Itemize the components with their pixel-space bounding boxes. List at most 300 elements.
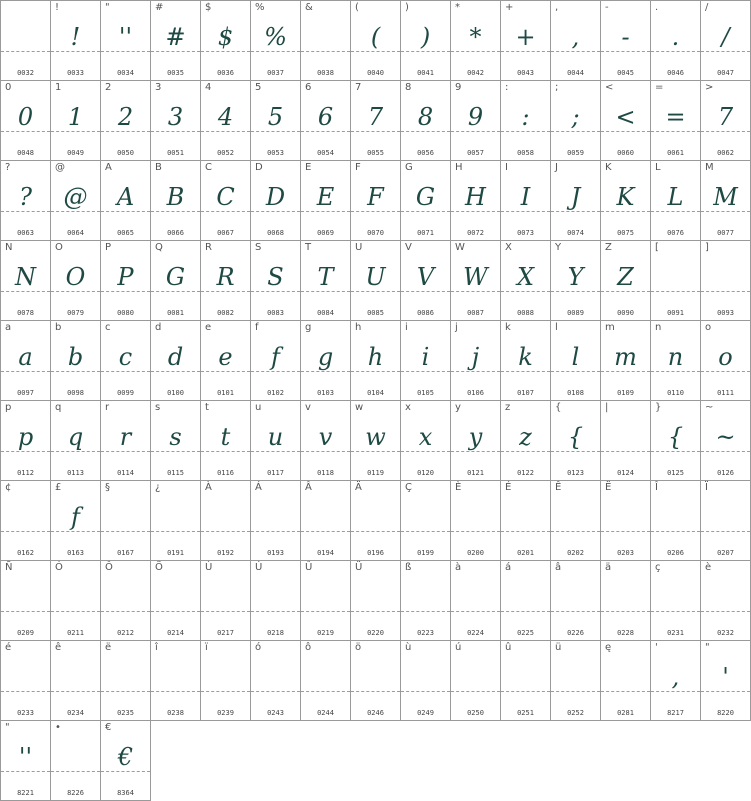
glyph-cell [200, 560, 251, 641]
glyph-label: l [555, 322, 558, 333]
glyph-code: 0063 [17, 229, 34, 237]
glyph-label: Ô [105, 562, 113, 573]
glyph-cell [550, 480, 601, 561]
glyph-sample [651, 577, 700, 617]
glyph-cell [400, 240, 451, 321]
glyph-code: 0116 [217, 469, 234, 477]
glyph-cell [200, 400, 251, 481]
glyph-code: 0104 [367, 389, 384, 397]
glyph-cell [300, 80, 351, 161]
glyph-cell [250, 640, 301, 721]
glyph-cell [400, 320, 451, 401]
glyph-sample [501, 577, 550, 617]
glyph-label: a [5, 322, 12, 333]
glyph-cell [500, 640, 551, 721]
glyph-sample: , [571, 23, 580, 51]
glyph-label: d [155, 322, 162, 333]
glyph-cell [300, 320, 351, 401]
glyph-sample [1, 657, 50, 697]
glyph-code: 0040 [367, 69, 384, 77]
glyph-code: 0112 [17, 469, 34, 477]
glyph-sample [1, 497, 50, 537]
glyph-cell [100, 640, 151, 721]
glyph-code: 0044 [567, 69, 584, 77]
glyph-cell [450, 240, 501, 321]
glyph-sample: 9 [467, 103, 484, 131]
glyph-sample [201, 657, 250, 697]
glyph-cell [100, 80, 151, 161]
glyph-sample [51, 577, 100, 617]
glyph-sample [501, 497, 550, 537]
glyph-cell [700, 160, 751, 241]
glyph-sample: 4 [217, 103, 234, 131]
glyph-cell [550, 400, 601, 481]
glyph-label: 1 [55, 82, 62, 93]
glyph-cell [600, 240, 651, 321]
glyph-code: 0115 [167, 469, 184, 477]
glyph-code: 0246 [367, 709, 384, 717]
glyph-sample: { [567, 423, 584, 451]
glyph-cell [300, 0, 351, 81]
glyph-code: 0084 [317, 309, 334, 317]
glyph-label: ç [655, 562, 661, 573]
glyph-code: 0194 [317, 549, 334, 557]
glyph-label: R [205, 242, 212, 253]
glyph-label: " [5, 722, 10, 733]
glyph-code: 0209 [17, 629, 34, 637]
glyph-cell [150, 160, 201, 241]
glyph-sample: '' [118, 23, 133, 51]
glyph-label: ] [705, 242, 709, 253]
glyph-code: 0233 [17, 709, 34, 717]
glyph-code: 0114 [117, 469, 134, 477]
glyph-cell [250, 240, 301, 321]
glyph-cell [0, 400, 51, 481]
glyph-sample: X [516, 263, 535, 291]
glyph-cell [350, 320, 401, 401]
glyph-label: x [405, 402, 411, 413]
glyph-cell [50, 80, 101, 161]
glyph-cell [500, 400, 551, 481]
glyph-cell [350, 240, 401, 321]
glyph-sample: G [415, 183, 436, 211]
glyph-sample [451, 497, 500, 537]
glyph-label: ô [305, 642, 312, 653]
glyph-code: 0079 [67, 309, 84, 317]
glyph-cell [250, 80, 301, 161]
glyph-sample: k [518, 343, 533, 371]
glyph-code: 0102 [267, 389, 284, 397]
glyph-label: T [305, 242, 312, 253]
glyph-code: 0113 [67, 469, 84, 477]
glyph-cell [250, 160, 301, 241]
glyph-label: K [605, 162, 612, 173]
glyph-cell [100, 240, 151, 321]
glyph-cell [0, 160, 51, 241]
glyph-label: ï [205, 642, 208, 653]
glyph-cell [700, 240, 751, 321]
glyph-code: 0109 [617, 389, 634, 397]
glyph-code: 0051 [167, 149, 184, 157]
glyph-label: Ü [355, 562, 363, 573]
glyph-sample: * [469, 23, 482, 51]
glyph-sample: m [614, 343, 637, 371]
glyph-sample [201, 577, 250, 617]
glyph-cell [350, 400, 401, 481]
glyph-code: 0056 [417, 149, 434, 157]
glyph-label: J [555, 162, 558, 173]
glyph-cell [600, 480, 651, 561]
glyph-sample [651, 257, 700, 297]
glyph-code: 0196 [367, 549, 384, 557]
glyph-label: 4 [205, 82, 212, 93]
glyph-cell [200, 80, 251, 161]
glyph-label: 5 [255, 82, 262, 93]
glyph-code: 0117 [267, 469, 284, 477]
glyph-cell [600, 560, 651, 641]
glyph-code: 0089 [567, 309, 584, 317]
glyph-cell [150, 320, 201, 401]
glyph-sample: o [718, 343, 733, 371]
glyph-sample [401, 577, 450, 617]
glyph-code: 0111 [717, 389, 734, 397]
glyph-cell [250, 0, 301, 81]
glyph-sample: w [365, 423, 386, 451]
glyph-sample: Z [617, 263, 634, 291]
glyph-cell [400, 480, 451, 561]
glyph-code: 0224 [467, 629, 484, 637]
glyph-sample [101, 577, 150, 617]
glyph-code: 0072 [467, 229, 484, 237]
glyph-cell [700, 640, 751, 721]
glyph-cell [500, 80, 551, 161]
glyph-code: 0058 [517, 149, 534, 157]
glyph-code: 0037 [267, 69, 284, 77]
glyph-sample [451, 577, 500, 617]
glyph-sample [151, 497, 200, 537]
glyph-code: 0100 [167, 389, 184, 397]
glyph-code: 0228 [617, 629, 634, 637]
glyph-cell [0, 640, 51, 721]
glyph-label: A [105, 162, 112, 173]
glyph-sample: g [317, 343, 334, 371]
glyph-sample: R [216, 263, 235, 291]
glyph-cell [450, 400, 501, 481]
glyph-code: 0124 [617, 469, 634, 477]
glyph-code: 0034 [117, 69, 134, 77]
glyph-sample [601, 417, 650, 457]
glyph-cell [200, 640, 251, 721]
glyph-cell [100, 160, 151, 241]
glyph-code: 0203 [617, 549, 634, 557]
glyph-label: Z [605, 242, 612, 253]
glyph-cell [550, 560, 601, 641]
glyph-sample: H [465, 183, 486, 211]
glyph-label: h [355, 322, 362, 333]
glyph-sample: E [316, 183, 335, 211]
glyph-sample: = [665, 103, 686, 131]
glyph-sample [401, 497, 450, 537]
glyph-cell [700, 480, 751, 561]
glyph-code: 0038 [317, 69, 334, 77]
glyph-code: 8226 [67, 789, 84, 797]
glyph-cell [350, 640, 401, 721]
glyph-code: 0122 [517, 469, 534, 477]
glyph-cell [450, 160, 501, 241]
glyph-code: 0214 [167, 629, 184, 637]
glyph-sample: T [317, 263, 334, 291]
glyph-code: 0206 [667, 549, 684, 557]
glyph-sample: c [118, 343, 133, 371]
glyph-cell [600, 0, 651, 81]
glyph-label: 6 [305, 82, 312, 93]
glyph-cell [500, 560, 551, 641]
glyph-code: 0050 [117, 149, 134, 157]
glyph-cell [600, 160, 651, 241]
glyph-code: 0125 [667, 469, 684, 477]
glyph-sample: i [421, 343, 430, 371]
glyph-cell [400, 640, 451, 721]
glyph-cell [0, 80, 51, 161]
glyph-label: ? [5, 162, 11, 173]
glyph-sample [551, 497, 600, 537]
glyph-sample: h [367, 343, 384, 371]
glyph-cell [500, 240, 551, 321]
glyph-label: v [305, 402, 311, 413]
glyph-cell [50, 640, 101, 721]
glyph-label: 9 [455, 82, 462, 93]
glyph-label: z [505, 402, 511, 413]
glyph-code: 0071 [417, 229, 434, 237]
glyph-sample: - [621, 23, 630, 51]
glyph-label: - [605, 2, 609, 13]
glyph-cell [500, 480, 551, 561]
glyph-label: . [655, 2, 659, 13]
glyph-sample: , [671, 663, 680, 691]
glyph-cell [50, 560, 101, 641]
glyph-sample: z [519, 423, 532, 451]
glyph-code: 0082 [217, 309, 234, 317]
glyph-label: Ç [405, 482, 412, 493]
glyph-label: é [5, 642, 12, 653]
glyph-label: û [505, 642, 512, 653]
glyph-label: è [705, 562, 712, 573]
glyph-cell [450, 560, 501, 641]
glyph-code: 0061 [667, 149, 684, 157]
glyph-code: 0070 [367, 229, 384, 237]
glyph-sample: 7 [717, 103, 734, 131]
glyph-code: 0108 [567, 389, 584, 397]
glyph-sample: B [166, 183, 185, 211]
glyph-code: 0075 [617, 229, 634, 237]
glyph-label: 2 [105, 82, 112, 93]
glyph-code: 0068 [267, 229, 284, 237]
glyph-label: y [455, 402, 461, 413]
glyph-cell [300, 480, 351, 561]
glyph-sample: G [165, 263, 186, 291]
glyph-code: 0226 [567, 629, 584, 637]
glyph-sample: j [471, 343, 480, 371]
glyph-code: 0235 [117, 709, 134, 717]
glyph-cell [250, 400, 301, 481]
glyph-sample: O [65, 263, 86, 291]
glyph-sample: + [515, 23, 536, 51]
glyph-label: n [655, 322, 662, 333]
glyph-sample: f [271, 343, 280, 371]
glyph-sample: s [169, 423, 182, 451]
glyph-label: E [305, 162, 312, 173]
glyph-cell [550, 80, 601, 161]
glyph-cell [700, 400, 751, 481]
glyph-sample: ! [70, 23, 81, 51]
glyph-sample [351, 497, 400, 537]
glyph-cell [0, 0, 51, 81]
glyph-code: 0093 [717, 309, 734, 317]
glyph-sample: S [267, 263, 284, 291]
glyph-sample [551, 577, 600, 617]
glyph-label: ë [105, 642, 112, 653]
glyph-cell [200, 240, 251, 321]
glyph-label: W [455, 242, 465, 253]
glyph-code: 0101 [217, 389, 234, 397]
glyph-cell [100, 560, 151, 641]
glyph-label: Á [255, 482, 262, 493]
glyph-label: m [605, 322, 615, 333]
glyph-sample: ? [19, 183, 32, 211]
glyph-code: 0223 [417, 629, 434, 637]
glyph-sample: q [67, 423, 84, 451]
glyph-label: Ö [155, 562, 163, 573]
glyph-label: + [505, 2, 514, 13]
glyph-cell [700, 0, 751, 81]
glyph-sample: U [365, 263, 386, 291]
glyph-label: H [455, 162, 463, 173]
glyph-label: U [355, 242, 363, 253]
glyph-cell [550, 640, 601, 721]
glyph-code: 0239 [217, 709, 234, 717]
glyph-code: 0281 [617, 709, 634, 717]
glyph-sample [701, 577, 750, 617]
glyph-code: 0074 [567, 229, 584, 237]
glyph-code: 0078 [17, 309, 34, 317]
glyph-label: Ä [355, 482, 362, 493]
glyph-cell [100, 320, 151, 401]
glyph-cell [100, 480, 151, 561]
glyph-sample: 0 [17, 103, 34, 131]
glyph-sample [251, 577, 300, 617]
glyph-cell [400, 80, 451, 161]
glyph-code: 0057 [467, 149, 484, 157]
glyph-code: 0200 [467, 549, 484, 557]
glyph-cell [500, 0, 551, 81]
glyph-sample: f [71, 503, 80, 531]
glyph-sample [351, 657, 400, 697]
glyph-label: % [255, 2, 265, 13]
glyph-sample [301, 577, 350, 617]
glyph-code: 0033 [67, 69, 84, 77]
glyph-label: Ó [55, 562, 63, 573]
glyph-cell [50, 160, 101, 241]
glyph-code: 0062 [717, 149, 734, 157]
glyph-label: P [105, 242, 112, 253]
glyph-code: 0244 [317, 709, 334, 717]
glyph-sample: @ [63, 183, 88, 211]
glyph-code: 0126 [717, 469, 734, 477]
glyph-cell [450, 320, 501, 401]
glyph-label: k [505, 322, 511, 333]
glyph-label: [ [655, 242, 659, 253]
glyph-cell [450, 80, 501, 161]
glyph-code: 0238 [167, 709, 184, 717]
glyph-code: 0098 [67, 389, 84, 397]
glyph-code: 0118 [317, 469, 334, 477]
glyph-code: 0110 [667, 389, 684, 397]
glyph-label: Ë [605, 482, 612, 493]
glyph-sample [701, 497, 750, 537]
glyph-cell [150, 560, 201, 641]
glyph-sample [451, 657, 500, 697]
glyph-label: L [655, 162, 661, 173]
glyph-sample [351, 577, 400, 617]
glyph-cell [0, 320, 51, 401]
glyph-sample [301, 497, 350, 537]
glyph-sample: ( [370, 23, 381, 51]
glyph-label: ù [405, 642, 412, 653]
glyph-sample: D [265, 183, 286, 211]
glyph-sample: 8 [417, 103, 434, 131]
glyph-label: î [155, 642, 158, 653]
glyph-label: @ [55, 162, 65, 173]
glyph-code: 0252 [567, 709, 584, 717]
glyph-cell [0, 480, 51, 561]
glyph-sample: J [570, 183, 581, 211]
glyph-code: 0035 [167, 69, 184, 77]
glyph-cell [650, 320, 701, 401]
glyph-cell [550, 320, 601, 401]
glyph-cell [550, 240, 601, 321]
glyph-label: ę [605, 642, 612, 653]
glyph-cell [550, 0, 601, 81]
glyph-sample: { [667, 423, 684, 451]
glyph-label: ä [605, 562, 612, 573]
glyph-cell [150, 640, 201, 721]
glyph-label: C [205, 162, 212, 173]
glyph-sample: # [165, 23, 186, 51]
glyph-sample: C [216, 183, 235, 211]
glyph-label: s [155, 402, 161, 413]
glyph-code: 0049 [67, 149, 84, 157]
glyph-label: # [155, 2, 164, 13]
glyph-sample [501, 657, 550, 697]
glyph-label: o [705, 322, 712, 333]
glyph-code: 0123 [567, 469, 584, 477]
glyph-code: 0220 [367, 629, 384, 637]
glyph-code: 0069 [317, 229, 334, 237]
glyph-label: Ï [705, 482, 708, 493]
glyph-label: < [605, 82, 614, 93]
glyph-sample: € [117, 743, 134, 771]
glyph-label: ó [255, 642, 262, 653]
glyph-code: 0045 [617, 69, 634, 77]
glyph-label: Ú [255, 562, 263, 573]
glyph-sample: Y [567, 263, 584, 291]
glyph-label: Ñ [5, 562, 13, 573]
glyph-code: 0232 [717, 629, 734, 637]
glyph-code: 0060 [617, 149, 634, 157]
glyph-sample [51, 657, 100, 697]
glyph-cell [600, 320, 651, 401]
glyph-code: 0086 [417, 309, 434, 317]
